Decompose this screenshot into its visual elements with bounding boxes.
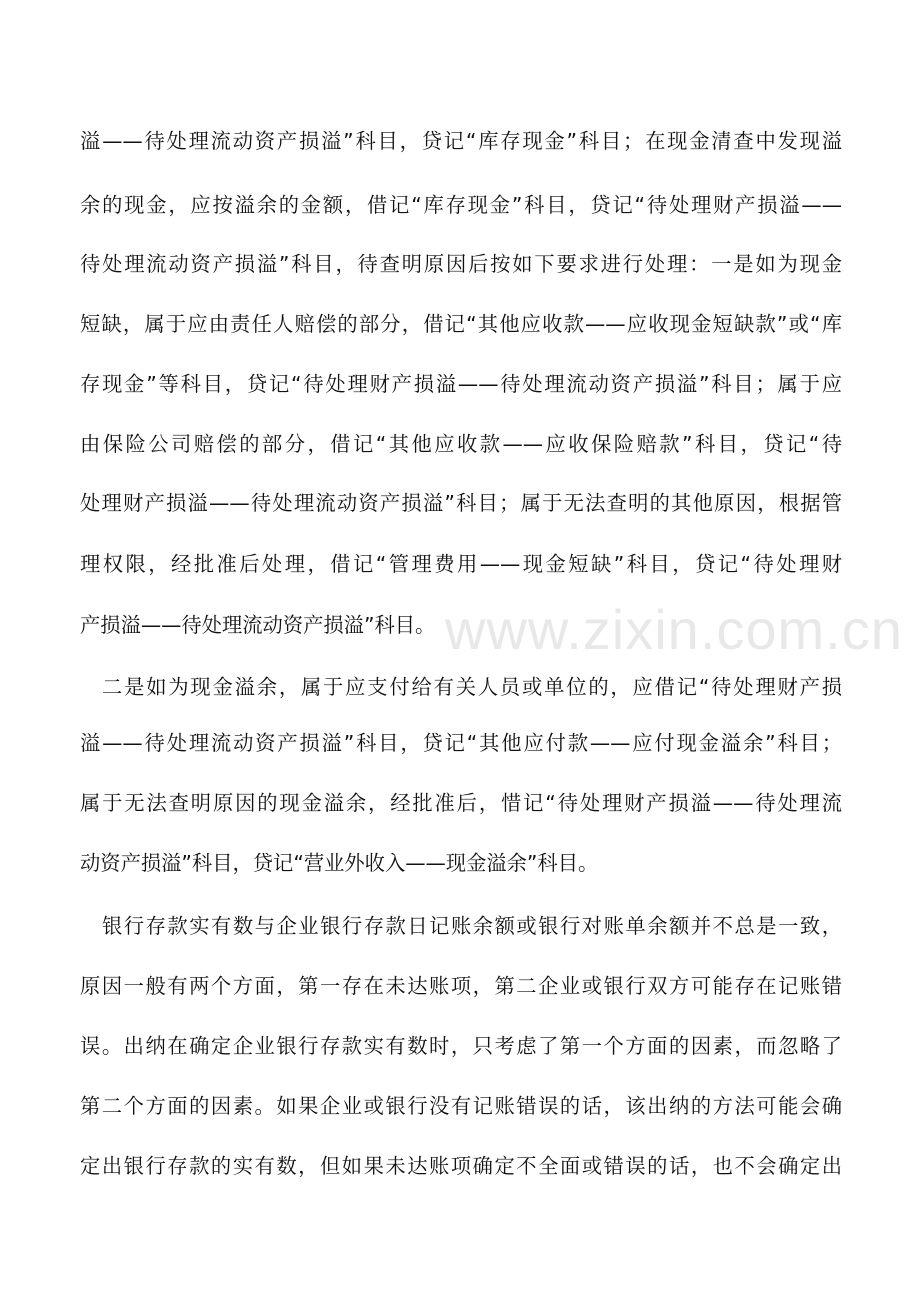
text-line: 定出银行存款的实有数，但如果未达账项确定不全面或错误的话，也不会确定出	[80, 1154, 842, 1178]
text-line: 短缺，属于应由责任人赔偿的部分，借记“其他应收款——应收现金短缺款”或“库	[80, 312, 842, 336]
text-line: 第二个方面的因素。如果企业或银行没有记账错误的话，该出纳的方法可能会确	[80, 1094, 842, 1118]
text-line: 银行存款实有数与企业银行存款日记账余额或银行对账单余额并不总是一致，	[102, 914, 842, 938]
watermark: www.zixin.com.cn	[445, 598, 903, 661]
text-line: 溢——待处理流动资产损溢”科目，贷记“其他应付款——应付现金溢余”科目；	[80, 731, 842, 755]
text-line: 余的现金，应按溢余的金额，借记“库存现金”科目，贷记“待处理财产损溢——	[80, 193, 842, 217]
text-line: 原因一般有两个方面，第一存在未达账项，第二企业或银行双方可能存在记账错	[80, 974, 842, 998]
text-line: 动资产损溢”科目，贷记“营业外收入——现金溢余”科目。	[80, 851, 599, 875]
text-line: 二是如为现金溢余，属于应支付给有关人员或单位的，应借记“待处理财产损	[102, 675, 842, 699]
text-line: 属于无法查明原因的现金溢余，经批准后，惜记“待处理财产损溢——待处理流	[80, 791, 842, 815]
text-line: 误。出纳在确定企业银行存款实有数时，只考虑了第一个方面的因素，而忽略了	[80, 1034, 842, 1058]
text-line: 理权限，经批准后处理，借记“管理费用——现金短缺”科目，贷记“待处理财	[80, 552, 842, 576]
text-line: 由保险公司赔偿的部分，借记“其他应收款——应收保险赔款”科目，贷记“待	[80, 432, 842, 456]
text-line: 处理财产损溢——待处理流动资产损溢”科目；属于无法查明的其他原因，根据管	[80, 491, 842, 515]
text-line: 产损溢——待处理流动资产损溢”科目。	[80, 613, 436, 637]
text-line: 待处理流动资产损溢”科目，待查明原因后按如下要求进行处理：一是如为现金	[80, 252, 842, 276]
text-line: 存现金”等科目，贷记“待处理财产损溢——待处理流动资产损溢”科目；属于应	[80, 372, 842, 396]
text-line: 溢——待处理流动资产损溢”科目，贷记“库存现金”科目；在现金清查中发现溢	[80, 129, 842, 153]
